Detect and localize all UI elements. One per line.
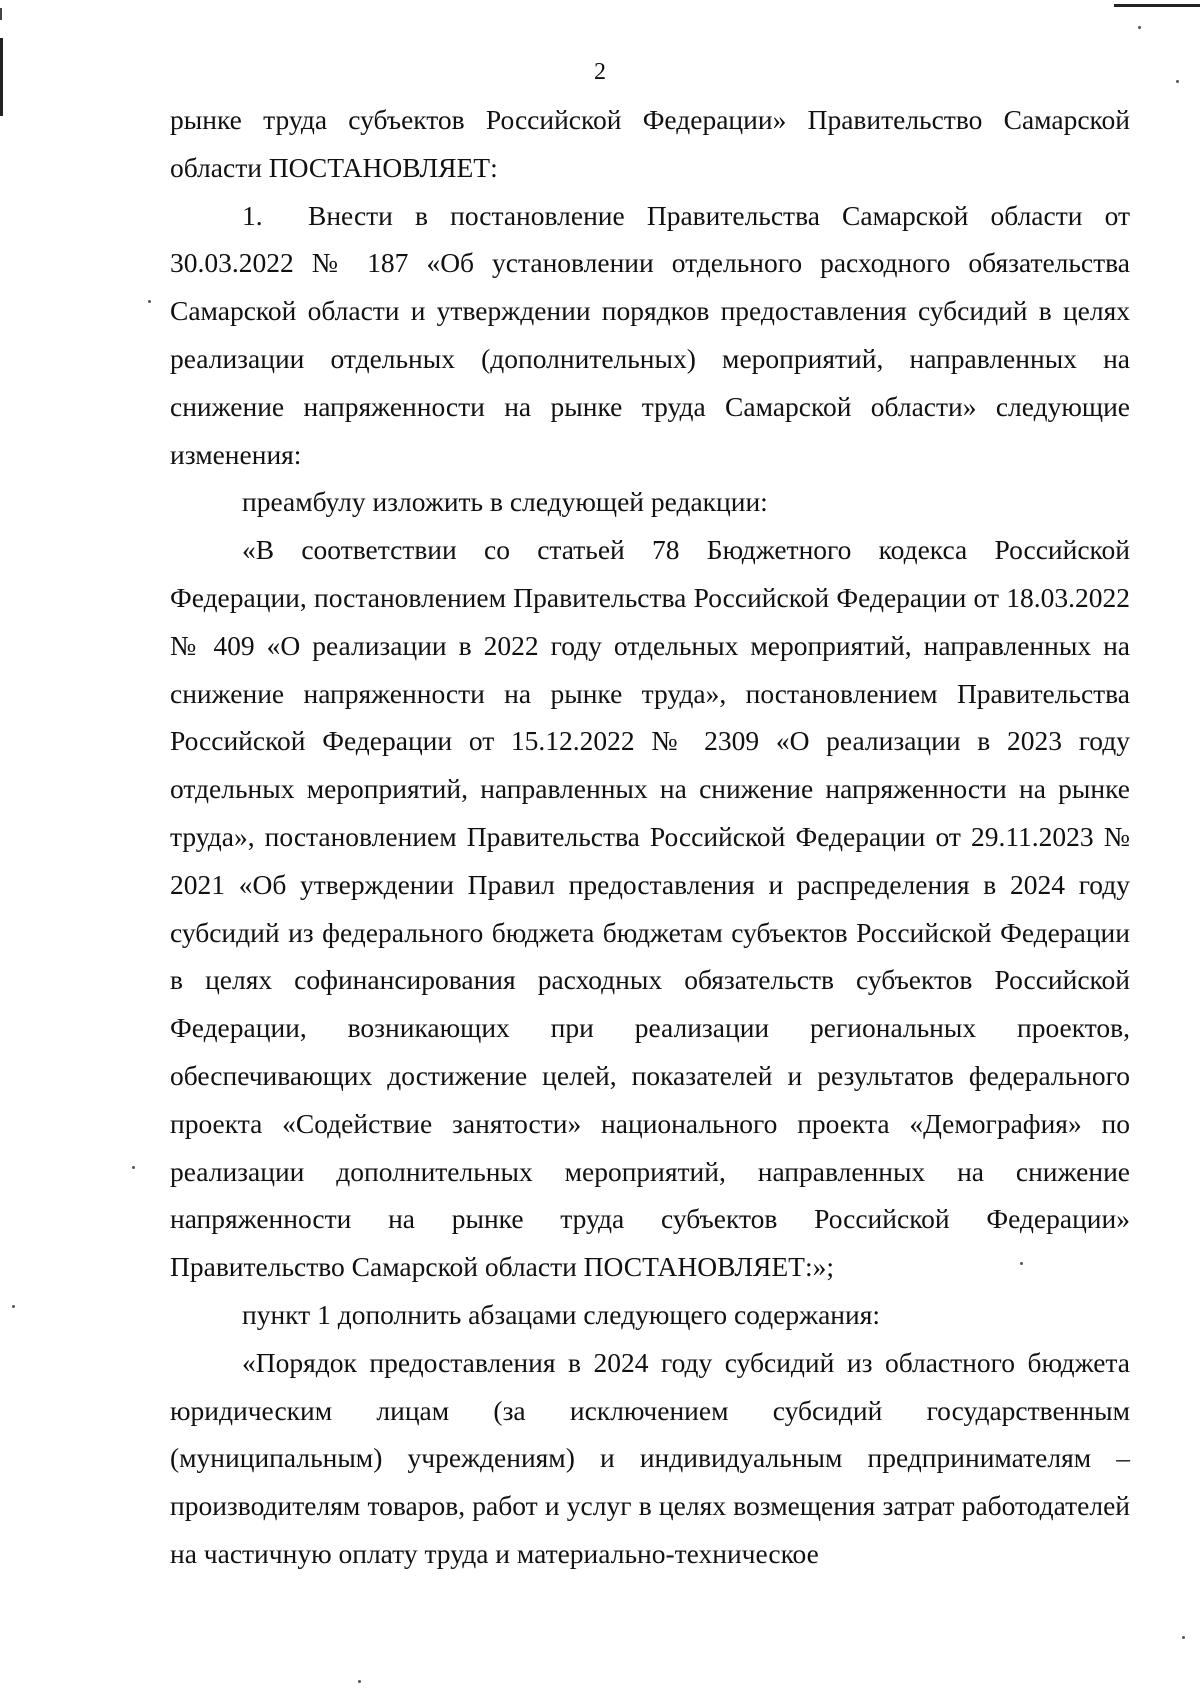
scan-speck — [132, 1166, 135, 1169]
scan-speck — [12, 1305, 15, 1308]
scan-speck — [358, 1680, 361, 1683]
paragraph-continuation: рынке труда субъектов Российской Федерации» Правительство Самарской области ПОСТАНОВЛЯЕТ: — [170, 104, 1130, 183]
paragraph-point-1-intro: пункт 1 дополнить абзацами следующего содержания: — [242, 1298, 881, 1330]
paragraph-order-text: «Порядок предоставления в 2024 году субсидий из областного бюджета юридическим лицам (за исключением субсидий государственным (муниципальным) учреждениям) и индивидуальным предпринимателям – производителям товаров, работ и услуг в целях возмещения затрат работодателей на частичную оплату труда и материально-техническое — [170, 1346, 1130, 1569]
paragraph-item-1 — [170, 192, 1130, 479]
paragraph-preamble-intro: преамбулу изложить в следующей редакции: — [242, 486, 768, 518]
page-number: 2 — [594, 59, 606, 85]
scan-speck — [1182, 1636, 1185, 1639]
scan-speck — [1138, 26, 1141, 29]
scan-artifact-line — [1114, 4, 1200, 7]
item-number: 1. — [242, 199, 263, 231]
item-1-text: Внести в постановление Правительства Самарской области от 30.03.2022 № 187 «Об установлении отдельного расходного обязательства Самарской области и утверждении порядков предоставления субсидий в целях реализации отдельных (дополнительных) мероприятий, направленных на снижение напряженности на рынке труда Самарской области» следующие изменения: — [170, 199, 1130, 470]
document-body — [170, 96, 1130, 1578]
scan-speck — [148, 300, 151, 303]
scan-artifact-mark — [0, 8, 2, 20]
paragraph-preamble-text: «В соответствии со статьей 78 Бюджетного кодекса Российской Федерации, постановлением Правительства Российской Федерации от 18.03.2022 № 409 «О реализации в 2022 году отдельных мероприятий, направленных на снижение напряженности на рынке труда», постановлением Правительства Российской Федерации от 15.12.2022 № 2309 «О реализации в 2023 году отдельных мероприятий, направленных на снижение напряженности на рынке труда», постановлением Правительства Российской Федерации от 29.11.2023 № 2021 «Об утверждении Правил предоставления и распределения в 2024 году субсидий из федерального бюджета бюджетам субъектов Российской Федерации в целях софинансирования расходных обязательств субъектов Российской Федерации, возникающих при реализации региональных проектов, обеспечивающих достижение целей, показателей и результатов федерального проекта «Содействие занятости» национального проекта «Демография» по реализации дополнительных мероприятий, направленных на снижение напряженности на рынке труда субъектов Российской Федерации» Правительство Самарской области ПОСТАНОВЛЯЕТ:»; — [170, 534, 1130, 1283]
